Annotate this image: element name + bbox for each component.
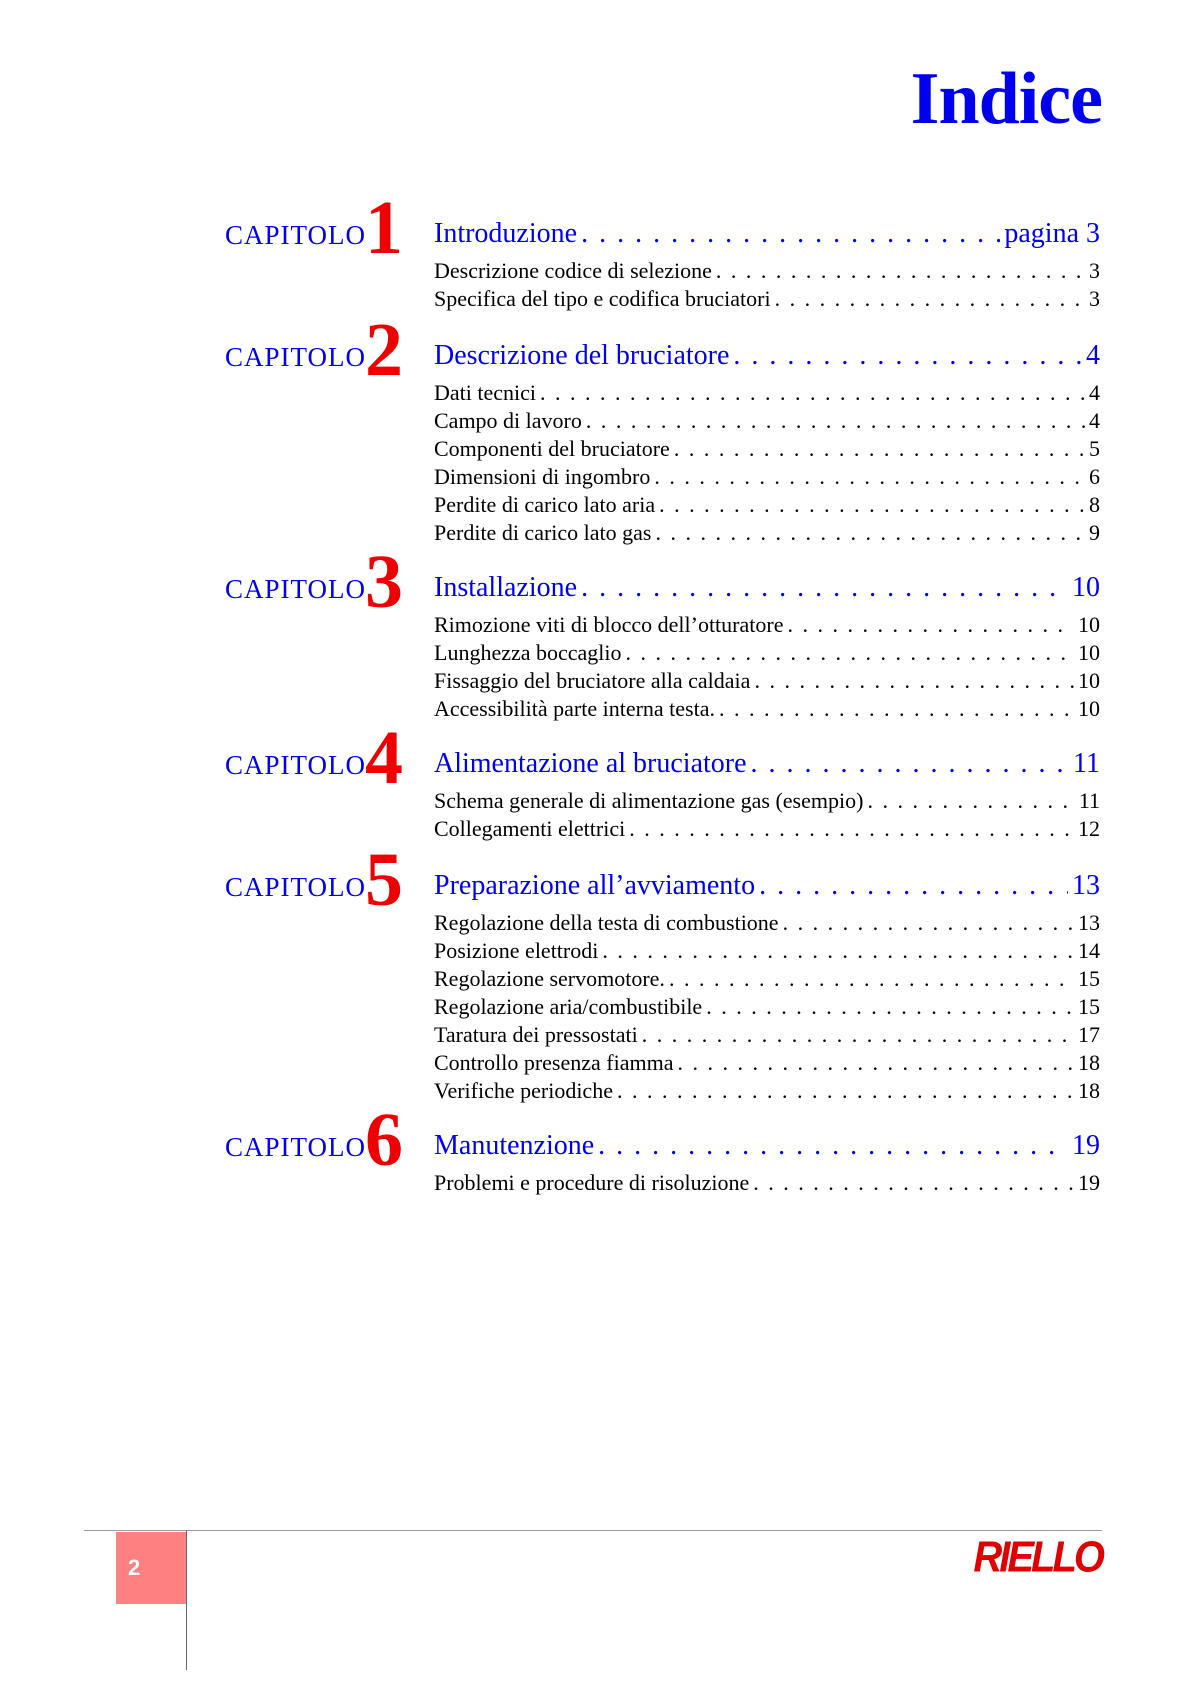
toc-entry-page: 15 (1078, 994, 1100, 1019)
dot-leader (719, 696, 1074, 722)
toc-entry-page: 14 (1078, 938, 1100, 963)
dot-leader (759, 870, 1068, 902)
toc-entry[interactable] (434, 258, 1100, 286)
chapter-heading-link[interactable] (434, 218, 1100, 252)
toc-entry[interactable] (434, 612, 1100, 640)
page-title: Indice (910, 58, 1102, 140)
toc-entry-label: Campo di lavoro (434, 408, 582, 433)
dot-leader (775, 286, 1085, 312)
dot-leader (540, 380, 1085, 406)
dot-leader (655, 520, 1085, 546)
dot-leader (642, 1022, 1074, 1048)
toc-entry-label: Specifica del tipo e codifica bruciatori (434, 286, 771, 311)
chapter-heading-link[interactable] (434, 340, 1100, 374)
toc-entry-page: 3 (1089, 258, 1100, 283)
chapter-label: CAPITOLO (225, 1132, 367, 1162)
toc-entry-label: Verifiche periodiche (434, 1078, 613, 1103)
toc-entry-label: Taratura dei pressostati (434, 1022, 638, 1047)
chapter-number: 3 (365, 540, 403, 624)
toc-entry-label: Fissaggio del bruciatore alla caldaia (434, 668, 751, 693)
toc-entry-label: Perdite di carico lato gas (434, 520, 652, 545)
toc-entry-label: Descrizione codice di selezione (434, 258, 712, 283)
toc-entry-label: Regolazione della testa di combustione (434, 910, 779, 935)
chapter-number: 1 (365, 186, 403, 270)
chapter-number: 2 (365, 308, 403, 392)
chapter-label: CAPITOLO (225, 872, 367, 902)
toc-entry-page: 13 (1078, 910, 1100, 935)
toc-entry[interactable] (434, 994, 1100, 1022)
toc-entry-label: Regolazione aria/combustibile (434, 994, 703, 1019)
dot-leader (783, 910, 1074, 936)
toc-entry-label: Posizione elettrodi (434, 938, 599, 963)
dot-leader (753, 1170, 1074, 1196)
dot-leader (677, 1050, 1074, 1076)
toc-entry-page: 5 (1089, 436, 1100, 461)
toc-entry[interactable] (434, 1050, 1100, 1078)
toc-entry[interactable] (434, 696, 1100, 724)
toc-entry-page: 15 (1078, 966, 1100, 991)
riello-logo: RIELLO (973, 1532, 1102, 1582)
toc-entry-label: Problemi e procedure di risoluzione (434, 1170, 750, 1195)
page-number-badge: 2 (116, 1532, 186, 1604)
chapter-heading-link[interactable] (434, 1130, 1100, 1164)
toc-entry-page: 6 (1089, 464, 1100, 489)
dot-leader (669, 966, 1074, 992)
toc-entry-label: Lunghezza boccaglio (434, 640, 622, 665)
chapter-page: 11 (1073, 748, 1100, 779)
dot-leader (581, 218, 1000, 250)
chapter-page: 10 (1072, 572, 1100, 603)
toc-entry-page: 3 (1089, 286, 1100, 311)
toc-entry-page: 10 (1078, 696, 1100, 721)
chapter-heading-link[interactable] (434, 572, 1100, 606)
toc-entry[interactable] (434, 640, 1100, 668)
chapter-heading: Introduzione (434, 218, 578, 249)
toc-entry[interactable] (434, 668, 1100, 696)
chapter-page: pagina 3 (1004, 218, 1100, 249)
dot-leader (586, 408, 1085, 434)
toc-entry-label: Schema generale di alimentazione gas (esempio) (434, 788, 864, 813)
chapter-heading: Installazione (434, 572, 578, 603)
dot-leader (617, 1078, 1074, 1104)
toc-entry-label: Rimozione viti di blocco dell’otturatore (434, 612, 784, 637)
dot-leader (754, 668, 1074, 694)
toc-entry-label: Dati tecnici (434, 380, 537, 405)
toc-entry[interactable] (434, 436, 1100, 464)
toc-entry[interactable] (434, 380, 1100, 408)
toc-entry[interactable] (434, 1022, 1100, 1050)
footer-divider (84, 1530, 1102, 1531)
chapter-label: CAPITOLO (225, 220, 367, 250)
dot-leader (751, 748, 1070, 780)
toc-entry-label: Accessibilità parte interna testa. (434, 696, 715, 721)
chapter-label: CAPITOLO (225, 750, 367, 780)
dot-leader (602, 938, 1074, 964)
chapter-number: 5 (365, 838, 403, 922)
chapter-heading: Manutenzione (434, 1130, 595, 1161)
toc-entry-page: 10 (1078, 612, 1100, 637)
chapter-label: CAPITOLO (225, 574, 367, 604)
toc-entry-page: 4 (1089, 408, 1100, 433)
toc-entry[interactable] (434, 966, 1100, 994)
dot-leader (581, 572, 1068, 604)
toc-entry-page: 10 (1078, 640, 1100, 665)
toc-entry[interactable] (434, 1170, 1100, 1198)
toc-entry-page: 4 (1089, 380, 1100, 405)
dot-leader (867, 788, 1074, 814)
toc-entry-page: 12 (1078, 816, 1100, 841)
dot-leader (716, 258, 1085, 284)
dot-leader (629, 816, 1074, 842)
dot-leader (733, 340, 1082, 372)
chapter-heading-link[interactable] (434, 870, 1100, 904)
toc-entry-page: 11 (1078, 788, 1100, 813)
toc-entry-page: 10 (1078, 668, 1100, 693)
dot-leader (654, 464, 1085, 490)
dot-leader (787, 612, 1074, 638)
toc-entry-page: 17 (1078, 1022, 1100, 1047)
toc-entry-page: 18 (1078, 1050, 1100, 1075)
chapter-heading: Alimentazione al bruciatore (434, 748, 747, 779)
toc-entry-label: Dimensioni di ingombro (434, 464, 651, 489)
footer-vertical-divider (186, 1530, 187, 1670)
toc-entry[interactable] (434, 938, 1100, 966)
dot-leader (626, 640, 1074, 666)
toc-entry[interactable] (434, 520, 1100, 548)
dot-leader (659, 492, 1085, 518)
chapter-heading: Descrizione del bruciatore (434, 340, 730, 371)
toc-entry-page: 9 (1089, 520, 1100, 545)
toc-entry[interactable] (434, 788, 1100, 816)
toc-entry[interactable] (434, 1078, 1100, 1106)
toc-entry-label: Componenti del bruciatore (434, 436, 670, 461)
dot-leader (598, 1130, 1068, 1162)
toc-entry-label: Regolazione servomotore. (434, 966, 665, 991)
chapter-heading-link[interactable] (434, 748, 1100, 782)
dot-leader (706, 994, 1074, 1020)
toc-entry[interactable] (434, 910, 1100, 938)
toc-entry-page: 8 (1089, 492, 1100, 517)
toc-entry[interactable] (434, 816, 1100, 844)
toc-entry[interactable] (434, 464, 1100, 492)
chapter-label: CAPITOLO (225, 342, 367, 372)
toc-entry-page: 18 (1078, 1078, 1100, 1103)
toc-entry-label: Perdite di carico lato aria (434, 492, 656, 517)
chapter-page: 13 (1072, 870, 1100, 901)
chapter-number: 6 (365, 1098, 403, 1182)
toc-entry[interactable] (434, 408, 1100, 436)
toc-entry-page: 19 (1078, 1170, 1100, 1195)
toc-entry-label: Collegamenti elettrici (434, 816, 626, 841)
dot-leader (674, 436, 1085, 462)
toc-entry-label: Controllo presenza fiamma (434, 1050, 674, 1075)
chapter-heading: Preparazione all’avviamento (434, 870, 756, 901)
toc-entry[interactable] (434, 492, 1100, 520)
chapter-page: 19 (1072, 1130, 1100, 1161)
chapter-page: 4 (1086, 340, 1100, 371)
chapter-number: 4 (365, 716, 403, 800)
toc-entry[interactable] (434, 286, 1100, 314)
